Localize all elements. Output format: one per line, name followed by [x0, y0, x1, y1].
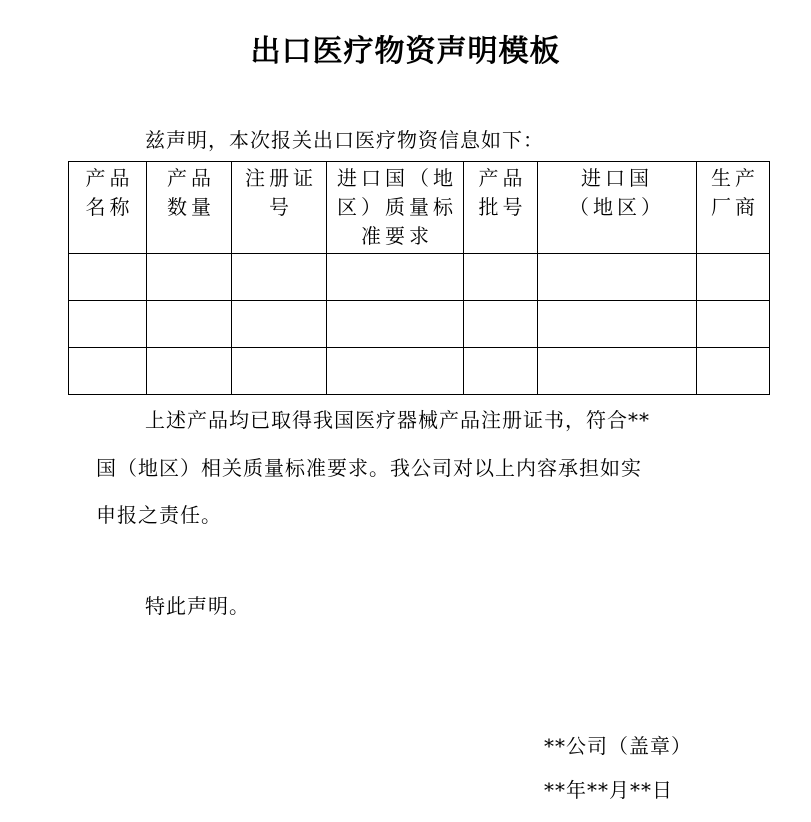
header-importing-country: 进口国（地区） — [538, 162, 697, 254]
table-cell[interactable] — [464, 348, 538, 395]
table-cell[interactable] — [69, 254, 147, 301]
table-cell[interactable] — [697, 348, 770, 395]
compliance-paragraph-line-1: 上述产品均已取得我国医疗器械产品注册证书，符合** — [145, 408, 650, 432]
header-manufacturer: 生产厂商 — [697, 162, 770, 254]
table-cell[interactable] — [147, 301, 232, 348]
signature-date: **年**月**日 — [544, 778, 673, 802]
table-cell[interactable] — [538, 348, 697, 395]
table-cell[interactable] — [464, 254, 538, 301]
table-cell[interactable] — [538, 301, 697, 348]
header-batch-number: 产品批号 — [464, 162, 538, 254]
header-product-quantity: 产品数量 — [147, 162, 232, 254]
closing-statement: 特此声明。 — [145, 594, 250, 618]
compliance-paragraph-line-3: 申报之责任。 — [96, 503, 222, 527]
table-cell[interactable] — [69, 348, 147, 395]
goods-info-table — [68, 161, 770, 395]
table-cell[interactable] — [147, 348, 232, 395]
intro-statement: 兹声明，本次报关出口医疗物资信息如下： — [145, 128, 544, 152]
table-cell[interactable] — [232, 301, 327, 348]
table-cell[interactable] — [69, 301, 147, 348]
table-cell[interactable] — [697, 301, 770, 348]
signature-company-seal: **公司（盖章） — [544, 734, 692, 758]
table-row — [69, 301, 770, 348]
table-cell[interactable] — [464, 301, 538, 348]
table-cell[interactable] — [327, 301, 464, 348]
table-cell[interactable] — [538, 254, 697, 301]
header-quality-standard: 进口国（地区）质量标准要求 — [327, 162, 464, 254]
table-row — [69, 348, 770, 395]
table-cell[interactable] — [327, 254, 464, 301]
compliance-paragraph-line-2: 国（地区）相关质量标准要求。我公司对以上内容承担如实 — [96, 456, 642, 480]
table-cell[interactable] — [697, 254, 770, 301]
table-header-row — [69, 162, 770, 254]
table-row — [69, 254, 770, 301]
header-product-name: 产品名称 — [69, 162, 147, 254]
table-cell[interactable] — [327, 348, 464, 395]
table-cell[interactable] — [232, 254, 327, 301]
table-cell[interactable] — [232, 348, 327, 395]
table-cell[interactable] — [147, 254, 232, 301]
document-title: 出口医疗物资声明模板 — [250, 34, 561, 69]
header-registration-number: 注册证号 — [232, 162, 327, 254]
